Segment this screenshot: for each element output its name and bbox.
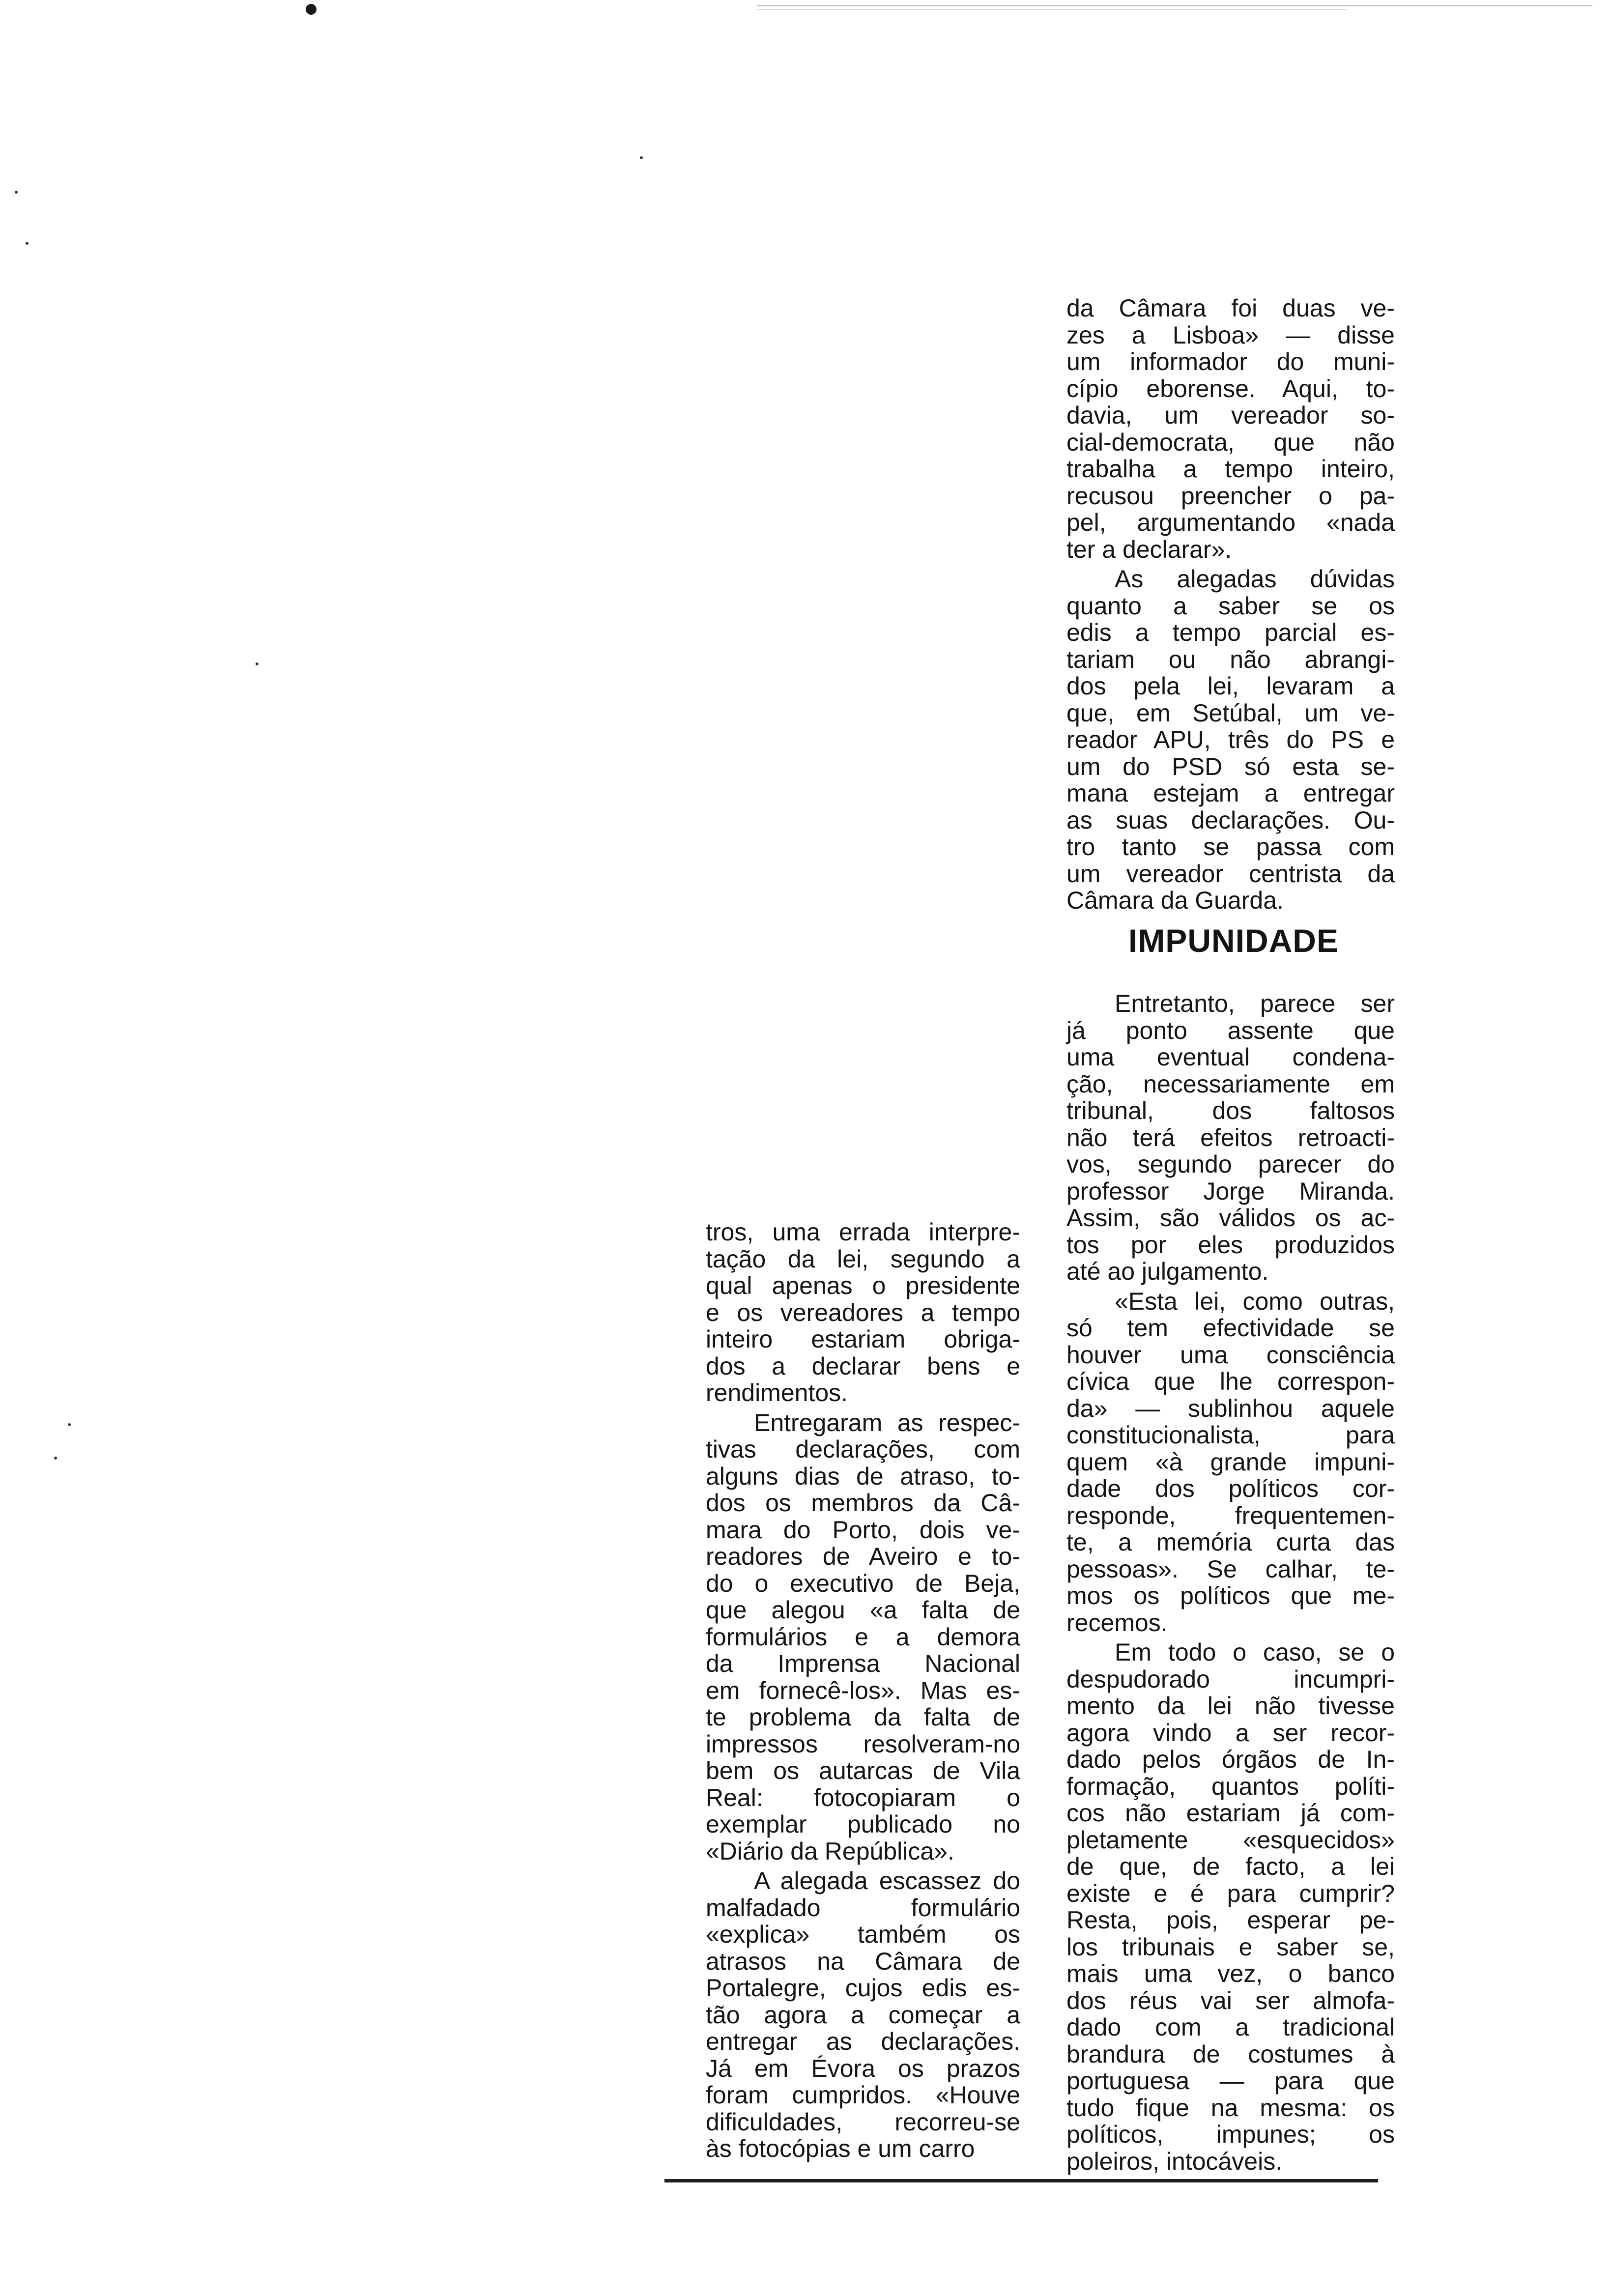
text-line: já ponto assente que — [1066, 1016, 1395, 1044]
paragraph — [1066, 295, 1395, 563]
text-line: davia, um vereador so- — [1066, 402, 1395, 429]
text-line: As alegadas dúvidas — [1115, 565, 1395, 593]
text-line: ção, necessariamente em — [1066, 1070, 1395, 1098]
text-line: tribunal, dos faltosos — [1066, 1097, 1395, 1124]
scan-speck — [15, 191, 18, 194]
paragraph — [706, 1219, 1020, 1406]
paragraph — [706, 1409, 1020, 1865]
text-line: Entregaram as respec- — [754, 1408, 1020, 1436]
text-line: um informador do muni- — [1066, 348, 1395, 375]
text-line: despudorado incumpri- — [1066, 1665, 1395, 1693]
scan-speck — [640, 156, 643, 159]
text-line: formulários e a demora — [706, 1623, 1020, 1651]
text-line: Câmara da Guarda. — [1066, 887, 1284, 914]
text-line: dado com a tradicional — [1066, 2013, 1395, 2041]
text-line: A alegada escassez do — [754, 1867, 1020, 1894]
text-line: poleiros, intocáveis. — [1066, 2147, 1283, 2175]
text-line: formação, quantos políti- — [1066, 1772, 1395, 1800]
text-line: mos os políticos que me- — [1066, 1582, 1395, 1609]
text-line: tariam ou não abrangi- — [1066, 645, 1395, 673]
text-line: um vereador centrista da — [1066, 860, 1395, 888]
article-column-left — [706, 1219, 1020, 2162]
text-line: agora vindo a ser recor- — [1066, 1719, 1395, 1747]
text-line: existe e é para cumprir? — [1066, 1879, 1395, 1907]
text-line: pletamente «esquecidos» — [1066, 1826, 1395, 1854]
text-line: responde, frequentemen- — [1066, 1501, 1395, 1529]
text-line: cívica que lhe correspon- — [1066, 1368, 1395, 1395]
scan-speck — [54, 1457, 57, 1460]
text-line: dado pelos órgãos de In- — [1066, 1746, 1395, 1773]
text-line: do o executivo de Beja, — [706, 1569, 1020, 1597]
text-line: portuguesa — para que — [1066, 2067, 1395, 2095]
text-line: as suas declarações. Ou- — [1066, 806, 1395, 834]
text-line: recusou preencher o pa- — [1066, 482, 1395, 510]
text-line: cos não estariam já com- — [1066, 1799, 1395, 1827]
scan-speck — [256, 662, 259, 665]
text-line: mana estejam a entregar — [1066, 779, 1395, 807]
text-line: te problema da falta de — [706, 1703, 1020, 1731]
text-line: tos por eles produzidos — [1066, 1231, 1395, 1259]
text-line: de que, de facto, a lei — [1066, 1853, 1395, 1880]
paragraph — [706, 1867, 1020, 2162]
text-line: Real: fotocopiaram o — [706, 1783, 1020, 1811]
text-line: Já em Évora os prazos — [706, 2054, 1020, 2082]
scan-top-rule-faint — [757, 9, 1347, 10]
text-line: até ao julgamento. — [1066, 1258, 1269, 1285]
text-line: tro tanto se passa com — [1066, 833, 1395, 861]
text-line: rendimentos. — [706, 1379, 848, 1406]
text-line: que, em Setúbal, um ve- — [1066, 699, 1395, 727]
text-line: da Imprensa Nacional — [706, 1650, 1020, 1677]
text-line: exemplar publicado no — [706, 1810, 1020, 1838]
text-line: tudo fique na mesma: os — [1066, 2094, 1395, 2122]
text-line: da Câmara foi duas ve- — [1066, 294, 1395, 322]
text-line: alguns dias de atraso, to- — [706, 1462, 1020, 1490]
text-line: houver uma consciência — [1066, 1341, 1395, 1369]
text-line: uma eventual condena- — [1066, 1043, 1395, 1071]
text-line: quanto a saber se os — [1066, 592, 1395, 620]
text-line: mais uma vez, o banco — [1066, 1960, 1395, 1987]
text-line: tão agora a começar a — [706, 2001, 1020, 2029]
text-line: cial-democrata, que não — [1066, 428, 1395, 456]
text-line: inteiro estariam obriga- — [706, 1325, 1020, 1353]
text-line: «Diário da República». — [706, 1837, 954, 1865]
text-line: vos, segundo parecer do — [1066, 1150, 1395, 1178]
text-line: pessoas». Se calhar, te- — [1066, 1555, 1395, 1583]
text-line: dificuldades, recorreu-se — [706, 2108, 1020, 2136]
text-line: edis a tempo parcial es- — [1066, 619, 1395, 646]
text-line: pel, argumentando «nada — [1066, 509, 1395, 536]
text-line: Entretanto, parece ser — [1115, 990, 1395, 1017]
text-line: dos réus vai ser almofa- — [1066, 1986, 1395, 2014]
text-line: tação da lei, segundo a — [706, 1245, 1020, 1273]
text-line: tivas declarações, com — [706, 1435, 1020, 1463]
text-line: quem «à grande impuni- — [1066, 1448, 1395, 1476]
text-line: e os vereadores a tempo — [706, 1298, 1020, 1326]
text-line: às fotocópias e um carro — [706, 2135, 975, 2162]
text-line: foram cumpridos. «Houve — [706, 2081, 1020, 2109]
text-line: mento da lei não tivesse — [1066, 1692, 1395, 1720]
text-line: cípio eborense. Aqui, to- — [1066, 374, 1395, 402]
text-line: zes a Lisboa» — disse — [1066, 321, 1395, 349]
text-line: dos os membros da Câ- — [706, 1489, 1020, 1517]
text-line: Resta, pois, esperar pe- — [1066, 1906, 1395, 1934]
text-line: entregar as declarações. — [706, 2028, 1020, 2055]
text-line: não terá efeitos retroacti- — [1066, 1123, 1395, 1151]
text-line: só tem efectividade se — [1066, 1314, 1395, 1342]
paragraph — [1066, 990, 1395, 1285]
text-line: readores de Aveiro e to- — [706, 1543, 1020, 1570]
article-column-right-bottom — [1066, 990, 1395, 2175]
text-line: que alegou «a falta de — [706, 1596, 1020, 1624]
text-line: Assim, são válidos os ac- — [1066, 1204, 1395, 1232]
text-line: mara do Porto, dois ve- — [706, 1516, 1020, 1544]
text-line: los tribunais e saber se, — [1066, 1933, 1395, 1961]
text-line: professor Jorge Miranda. — [1066, 1177, 1395, 1205]
text-line: Portalegre, cujos edis es- — [706, 1974, 1020, 2002]
text-line: malfadado formulário — [706, 1894, 1020, 1922]
text-line: um do PSD só esta se- — [1066, 752, 1395, 780]
text-line: ter a declarar». — [1066, 535, 1232, 563]
text-line: atrasos na Câmara de — [706, 1947, 1020, 1975]
text-line: «explica» também os — [706, 1921, 1020, 1948]
text-line: dos pela lei, levaram a — [1066, 672, 1395, 700]
text-line: qual apenas o presidente — [706, 1272, 1020, 1299]
text-line: impressos resolveram-no — [706, 1730, 1020, 1758]
text-line: recemos. — [1066, 1608, 1168, 1636]
text-line: políticos, impunes; os — [1066, 2121, 1395, 2148]
text-line: constitucionalista, para — [1066, 1421, 1395, 1449]
text-line: «Esta lei, como outras, — [1115, 1287, 1395, 1315]
scan-speck — [26, 242, 29, 245]
paragraph — [1066, 1288, 1395, 1636]
scan-dot-mark — [306, 4, 317, 15]
text-line: trabalha a tempo inteiro, — [1066, 455, 1395, 483]
text-line: em fornecê-los». Mas es- — [706, 1676, 1020, 1704]
scan-top-rule — [757, 5, 1592, 6]
paragraph — [1066, 566, 1395, 914]
article-column-right-top — [1066, 295, 1395, 914]
scan-speck — [68, 1423, 71, 1426]
bottom-rule — [664, 2179, 1378, 2182]
text-line: dos a declarar bens e — [706, 1352, 1020, 1380]
paragraph — [1066, 1639, 1395, 2175]
text-line: reador APU, três do PS e — [1066, 726, 1395, 753]
text-line: da» — sublinhou aquele — [1066, 1394, 1395, 1422]
text-line: te, a memória curta das — [1066, 1528, 1395, 1556]
text-line: brandura de costumes à — [1066, 2040, 1395, 2068]
text-line: Em todo o caso, se o — [1115, 1638, 1395, 1666]
text-line: bem os autarcas de Vila — [706, 1757, 1020, 1784]
section-heading: IMPUNIDADE — [1128, 922, 1339, 959]
text-line: tros, uma errada interpre- — [706, 1218, 1020, 1246]
text-line: dade dos políticos cor- — [1066, 1475, 1395, 1502]
